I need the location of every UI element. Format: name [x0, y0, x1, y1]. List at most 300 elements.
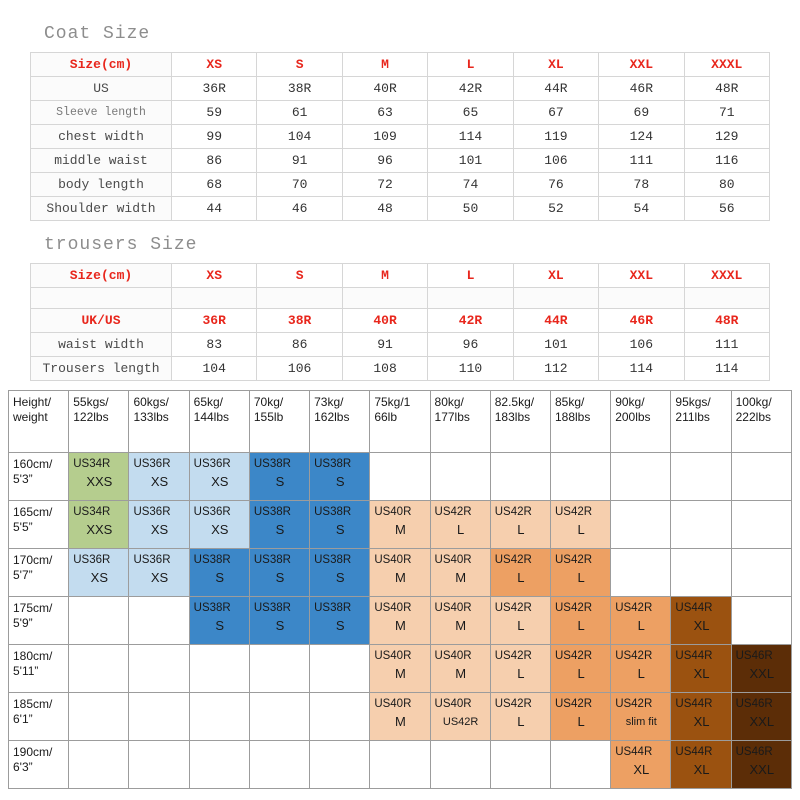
matrix-column-header: 75kg/1 66lb	[370, 391, 430, 453]
matrix-row-header: 170cm/ 5'7”	[9, 549, 69, 597]
coat-value-cell: 36R	[172, 77, 257, 101]
matrix-cell	[550, 645, 610, 693]
trousers-header-cell: M	[342, 264, 427, 288]
trousers-row-label: Trousers length	[31, 357, 172, 381]
matrix-cell	[490, 693, 550, 741]
matrix-cell-us-size: US38R	[253, 602, 291, 614]
matrix-cell-letter-size: S	[275, 618, 285, 633]
trousers-subheader-cell: 42R	[428, 309, 513, 333]
trousers-value-cell: 104	[172, 357, 257, 381]
matrix-cell-us-size: US42R	[434, 506, 472, 518]
matrix-cell-us-size: US44R	[675, 602, 713, 614]
trousers-blank-row	[31, 288, 770, 309]
coat-value-cell: 48	[342, 197, 427, 221]
matrix-row	[9, 741, 792, 789]
matrix-cell	[249, 693, 309, 741]
coat-value-cell: 78	[599, 173, 684, 197]
trousers-blank-cell	[342, 288, 427, 309]
coat-value-cell: 67	[513, 101, 598, 125]
matrix-cell-us-size: US42R	[494, 506, 532, 518]
matrix-cell-us-size: US42R	[615, 602, 653, 614]
matrix-cell	[611, 453, 671, 501]
matrix-cell-letter-size: L	[517, 522, 525, 537]
matrix-cell-letter-size: M	[455, 570, 467, 585]
coat-value-cell: 114	[428, 125, 513, 149]
trousers-subheader-cell: 48R	[684, 309, 769, 333]
matrix-row-header: 160cm/ 5'3”	[9, 453, 69, 501]
coat-row-label: middle waist	[31, 149, 172, 173]
table-row	[31, 77, 770, 101]
coat-value-cell: 63	[342, 101, 427, 125]
table-row	[31, 125, 770, 149]
trousers-value-cell: 91	[342, 333, 427, 357]
matrix-cell-letter-size: M	[455, 666, 467, 681]
matrix-cell-letter-size: XXL	[749, 714, 775, 729]
matrix-cell	[189, 597, 249, 645]
coat-value-cell: 129	[684, 125, 769, 149]
matrix-cell	[731, 741, 791, 789]
matrix-row	[9, 549, 792, 597]
matrix-cell	[430, 645, 490, 693]
matrix-cell	[69, 501, 129, 549]
coat-header-cell: S	[257, 53, 342, 77]
coat-header-row	[31, 53, 770, 77]
matrix-cell-us-size: US36R	[133, 506, 171, 518]
coat-value-cell: 61	[257, 101, 342, 125]
matrix-cell-letter-size: L	[637, 618, 645, 633]
matrix-cell-letter-size: L	[457, 522, 465, 537]
coat-value-cell: 46	[257, 197, 342, 221]
matrix-cell-us-size: US42R	[494, 554, 532, 566]
matrix-cell-letter-size: S	[275, 570, 285, 585]
trousers-blank-cell	[172, 288, 257, 309]
matrix-cell-us-size: US42R	[615, 650, 653, 662]
matrix-cell	[611, 597, 671, 645]
trousers-header-cell: XS	[172, 264, 257, 288]
matrix-cell	[189, 549, 249, 597]
matrix-cell-us-size: US42R	[554, 506, 593, 518]
matrix-column-header: 60kgs/ 133lbs	[129, 391, 189, 453]
matrix-cell-us-size: US42R	[615, 698, 653, 710]
matrix-cell	[310, 693, 370, 741]
coat-value-cell: 52	[513, 197, 598, 221]
matrix-cell-us-size: US40R	[374, 698, 412, 710]
matrix-cell	[490, 501, 550, 549]
matrix-cell-letter-size: XL	[693, 714, 710, 729]
matrix-cell	[69, 645, 129, 693]
matrix-cell-us-size: US40R	[374, 602, 412, 614]
matrix-cell-us-size: US40R	[434, 554, 472, 566]
matrix-cell	[671, 501, 731, 549]
matrix-cell	[310, 741, 370, 789]
matrix-cell-letter-size: M	[395, 714, 406, 729]
matrix-cell-letter-size: XL	[693, 666, 710, 681]
matrix-cell-us-size: US42R	[554, 650, 593, 662]
trousers-blank-cell	[599, 288, 684, 309]
matrix-cell-letter-size: XS	[211, 522, 229, 537]
matrix-cell	[550, 693, 610, 741]
trousers-value-cell: 101	[513, 333, 598, 357]
matrix-row-header: 185cm/ 6'1”	[9, 693, 69, 741]
trousers-value-cell: 86	[257, 333, 342, 357]
matrix-cell	[129, 741, 189, 789]
trousers-row-label: waist width	[31, 333, 172, 357]
matrix-cell-letter-size: L	[637, 666, 645, 681]
matrix-cell	[611, 741, 671, 789]
matrix-cell-us-size: US34R	[73, 506, 111, 518]
matrix-cell-us-size: US38R	[253, 554, 291, 566]
matrix-column-header: 82.5kg/ 183lbs	[490, 391, 550, 453]
trousers-value-cell: 96	[428, 333, 513, 357]
matrix-cell	[370, 549, 430, 597]
matrix-cell-letter-size: M	[395, 522, 406, 537]
trousers-header-cell: XXL	[599, 264, 684, 288]
matrix-row-header: 175cm/ 5'9”	[9, 597, 69, 645]
matrix-cell	[430, 597, 490, 645]
matrix-cell-us-size: US40R	[434, 602, 472, 614]
matrix-cell-letter-size: slim fit	[625, 716, 657, 728]
trousers-subheader-row	[31, 309, 770, 333]
matrix-cell-letter-size: S	[215, 618, 225, 633]
trousers-header-cell: S	[257, 264, 342, 288]
matrix-cell-letter-size: S	[275, 522, 285, 537]
matrix-cell-letter-size: L	[517, 618, 525, 633]
matrix-cell	[129, 453, 189, 501]
trousers-value-cell: 114	[599, 357, 684, 381]
matrix-cell	[611, 549, 671, 597]
trousers-subheader-label: UK/US	[31, 309, 172, 333]
matrix-cell-letter-size: M	[395, 618, 406, 633]
coat-size-table	[30, 52, 770, 221]
matrix-cell-us-size: US38R	[314, 602, 352, 614]
matrix-cell	[550, 453, 610, 501]
matrix-cell	[731, 645, 791, 693]
trousers-subheader-cell: 36R	[172, 309, 257, 333]
matrix-cell	[490, 597, 550, 645]
matrix-cell	[69, 453, 129, 501]
coat-row-label: chest width	[31, 125, 172, 149]
matrix-cell-letter-size: XL	[693, 762, 710, 777]
matrix-column-header: 100kg/ 222lbs	[731, 391, 791, 453]
matrix-cell-letter-size: S	[335, 570, 345, 585]
trousers-header-cell: L	[428, 264, 513, 288]
matrix-cell	[310, 501, 370, 549]
coat-value-cell: 116	[684, 149, 769, 173]
matrix-cell	[490, 741, 550, 789]
matrix-cell-us-size: US38R	[314, 458, 352, 470]
matrix-cell	[310, 645, 370, 693]
matrix-cell-letter-size: XXL	[749, 666, 775, 681]
matrix-cell-us-size: US40R	[434, 650, 472, 662]
coat-value-cell: 106	[513, 149, 598, 173]
matrix-cell-us-size: US40R	[374, 554, 412, 566]
coat-value-cell: 65	[428, 101, 513, 125]
coat-row-label: Shoulder width	[31, 197, 172, 221]
matrix-cell-letter-size: L	[517, 666, 525, 681]
matrix-body	[9, 391, 792, 789]
table-row	[31, 101, 770, 125]
matrix-cell-us-size: US38R	[314, 506, 352, 518]
coat-value-cell: 70	[257, 173, 342, 197]
matrix-column-header: 73kg/ 162lbs	[310, 391, 370, 453]
trousers-value-cell: 83	[172, 333, 257, 357]
coat-header-cell: L	[428, 53, 513, 77]
coat-value-cell: 44	[172, 197, 257, 221]
matrix-cell	[490, 645, 550, 693]
matrix-cell	[249, 453, 309, 501]
matrix-cell	[671, 597, 731, 645]
coat-value-cell: 99	[172, 125, 257, 149]
matrix-cell	[430, 549, 490, 597]
matrix-cell-letter-size: XXL	[749, 762, 775, 777]
matrix-cell	[671, 645, 731, 693]
matrix-column-header: 95kgs/ 211lbs	[671, 391, 731, 453]
matrix-row	[9, 693, 792, 741]
trousers-header-cell: XXXL	[684, 264, 769, 288]
matrix-row	[9, 501, 792, 549]
coat-value-cell: 96	[342, 149, 427, 173]
matrix-cell-letter-size: XXS	[86, 474, 113, 489]
matrix-cell-us-size: US38R	[253, 458, 291, 470]
matrix-cell-us-size: US44R	[675, 698, 713, 710]
coat-header-cell: XXL	[599, 53, 684, 77]
matrix-cell	[189, 693, 249, 741]
matrix-cell-us-size: US46R	[735, 746, 773, 758]
matrix-row-header: 190cm/ 6'3”	[9, 741, 69, 789]
matrix-cell	[249, 549, 309, 597]
matrix-cell-letter-size: L	[517, 714, 525, 729]
matrix-cell	[370, 501, 430, 549]
matrix-cell-letter-size: XS	[150, 474, 169, 489]
coat-value-cell: 40R	[342, 77, 427, 101]
matrix-cell-letter-size: L	[577, 522, 585, 537]
matrix-cell	[550, 501, 610, 549]
matrix-cell-letter-size: XS	[90, 570, 108, 585]
matrix-cell-us-size: US42R	[494, 650, 532, 662]
matrix-column-header: 85kg/ 188lbs	[550, 391, 610, 453]
coat-value-cell: 71	[684, 101, 769, 125]
matrix-cell-us-size: US46R	[735, 698, 773, 710]
coat-row-label: Sleeve length	[31, 101, 172, 125]
matrix-cell	[189, 741, 249, 789]
matrix-cell-us-size: US40R	[434, 698, 472, 710]
matrix-cell-us-size: US38R	[193, 554, 231, 566]
table-row	[31, 357, 770, 381]
matrix-cell-us-size: US36R	[193, 458, 231, 470]
matrix-cell	[189, 501, 249, 549]
trousers-blank-cell	[513, 288, 598, 309]
matrix-cell-us-size: US44R	[675, 746, 713, 758]
matrix-cell-letter-size: M	[455, 618, 467, 633]
matrix-cell-us-size: US44R	[675, 650, 713, 662]
matrix-cell-us-size: US38R	[193, 602, 231, 614]
matrix-cell	[731, 453, 791, 501]
trousers-subheader-cell: 46R	[599, 309, 684, 333]
matrix-cell-letter-size: XL	[693, 618, 710, 633]
matrix-cell-letter-size: XS	[150, 522, 169, 537]
matrix-cell	[731, 501, 791, 549]
coat-value-cell: 46R	[599, 77, 684, 101]
matrix-cell-us-size: US42R	[554, 698, 593, 710]
matrix-cell	[490, 453, 550, 501]
coat-value-cell: 74	[428, 173, 513, 197]
trousers-value-cell: 111	[684, 333, 769, 357]
matrix-cell-us-size: US42R	[554, 602, 593, 614]
height-weight-matrix	[8, 390, 792, 789]
coat-value-cell: 86	[172, 149, 257, 173]
coat-value-cell: 91	[257, 149, 342, 173]
trousers-subheader-cell: 44R	[513, 309, 598, 333]
coat-value-cell: 80	[684, 173, 769, 197]
matrix-cell-us-size: US40R	[374, 650, 412, 662]
coat-section-title: Coat Size	[44, 24, 151, 44]
matrix-cell-us-size: US36R	[73, 554, 111, 566]
matrix-cell	[69, 597, 129, 645]
coat-value-cell: 44R	[513, 77, 598, 101]
matrix-cell-letter-size: XXS	[86, 522, 113, 537]
matrix-row-header: 165cm/ 5'5”	[9, 501, 69, 549]
matrix-cell	[731, 693, 791, 741]
coat-row-label: US	[31, 77, 172, 101]
matrix-cell	[129, 693, 189, 741]
matrix-column-header: 90kg/ 200lbs	[611, 391, 671, 453]
matrix-cell	[430, 693, 490, 741]
matrix-cell-letter-size: S	[215, 570, 225, 585]
matrix-cell-us-size: US34R	[73, 458, 111, 470]
matrix-cell	[550, 597, 610, 645]
matrix-cell-us-size: US36R	[193, 506, 231, 518]
matrix-cell	[189, 645, 249, 693]
trousers-value-cell: 110	[428, 357, 513, 381]
matrix-cell	[370, 597, 430, 645]
matrix-cell-us-size: US38R	[253, 506, 291, 518]
matrix-cell-letter-size: US42R	[442, 716, 479, 728]
table-row	[31, 173, 770, 197]
matrix-cell	[671, 693, 731, 741]
matrix-cell	[611, 693, 671, 741]
trousers-header-cell: XL	[513, 264, 598, 288]
table-row	[31, 197, 770, 221]
matrix-cell-us-size: US42R	[494, 602, 532, 614]
trousers-header-label: Size(cm)	[31, 264, 172, 288]
trousers-value-cell: 106	[599, 333, 684, 357]
matrix-cell-letter-size: XS	[211, 474, 229, 489]
matrix-cell	[69, 549, 129, 597]
coat-value-cell: 59	[172, 101, 257, 125]
coat-header-cell: XS	[172, 53, 257, 77]
matrix-cell	[671, 741, 731, 789]
matrix-cell-us-size: US42R	[494, 698, 532, 710]
matrix-row	[9, 645, 792, 693]
matrix-cell-letter-size: XL	[633, 762, 650, 777]
coat-value-cell: 68	[172, 173, 257, 197]
coat-header-cell: XL	[513, 53, 598, 77]
trousers-subheader-cell: 38R	[257, 309, 342, 333]
matrix-header-row	[9, 391, 792, 453]
matrix-cell-letter-size: S	[335, 618, 345, 633]
trousers-value-cell: 106	[257, 357, 342, 381]
matrix-row	[9, 453, 792, 501]
matrix-cell	[189, 453, 249, 501]
coat-value-cell: 101	[428, 149, 513, 173]
matrix-cell	[611, 645, 671, 693]
matrix-cell	[671, 549, 731, 597]
matrix-column-header: 70kg/ 155lb	[249, 391, 309, 453]
matrix-cell-us-size: US38R	[314, 554, 352, 566]
matrix-cell	[129, 501, 189, 549]
matrix-cell	[490, 549, 550, 597]
matrix-column-header: 55kgs/ 122lbs	[69, 391, 129, 453]
matrix-cell	[370, 645, 430, 693]
matrix-cell	[129, 549, 189, 597]
matrix-cell	[550, 741, 610, 789]
matrix-cell	[129, 645, 189, 693]
coat-value-cell: 54	[599, 197, 684, 221]
matrix-cell	[69, 741, 129, 789]
coat-value-cell: 38R	[257, 77, 342, 101]
matrix-cell-letter-size: L	[577, 618, 585, 633]
matrix-cell-letter-size: L	[577, 666, 585, 681]
matrix-column-header: 80kg/ 177lbs	[430, 391, 490, 453]
trousers-blank-cell	[257, 288, 342, 309]
matrix-cell	[370, 741, 430, 789]
coat-value-cell: 42R	[428, 77, 513, 101]
matrix-cell-letter-size: S	[335, 522, 345, 537]
coat-header-cell: XXXL	[684, 53, 769, 77]
coat-value-cell: 104	[257, 125, 342, 149]
matrix-cell-letter-size: L	[517, 570, 525, 585]
matrix-cell	[611, 501, 671, 549]
matrix-cell	[249, 597, 309, 645]
matrix-cell	[370, 453, 430, 501]
matrix-cell	[370, 693, 430, 741]
matrix-cell	[249, 741, 309, 789]
matrix-column-header: 65kg/ 144lbs	[189, 391, 249, 453]
matrix-cell-letter-size: L	[577, 714, 585, 729]
matrix-cell	[310, 453, 370, 501]
matrix-cell-letter-size: M	[395, 666, 406, 681]
trousers-blank-cell	[684, 288, 769, 309]
coat-value-cell: 50	[428, 197, 513, 221]
matrix-cell	[249, 501, 309, 549]
coat-value-cell: 69	[599, 101, 684, 125]
trousers-value-cell: 108	[342, 357, 427, 381]
matrix-corner-label: Height/ weight	[9, 391, 69, 453]
matrix-cell-us-size: US46R	[735, 650, 773, 662]
matrix-row-header: 180cm/ 5'11”	[9, 645, 69, 693]
matrix-cell-letter-size: XS	[150, 570, 169, 585]
matrix-cell	[310, 597, 370, 645]
matrix-cell-us-size: US36R	[133, 554, 171, 566]
trousers-blank-cell	[428, 288, 513, 309]
coat-value-cell: 124	[599, 125, 684, 149]
trousers-size-table	[30, 263, 770, 381]
coat-row-label: body length	[31, 173, 172, 197]
matrix-row	[9, 597, 792, 645]
matrix-cell	[671, 453, 731, 501]
coat-value-cell: 56	[684, 197, 769, 221]
coat-value-cell: 76	[513, 173, 598, 197]
matrix-cell	[731, 549, 791, 597]
matrix-cell	[69, 693, 129, 741]
matrix-cell	[731, 597, 791, 645]
trousers-section-title: trousers Size	[44, 235, 198, 255]
matrix-cell	[550, 549, 610, 597]
coat-value-cell: 48R	[684, 77, 769, 101]
matrix-cell-letter-size: M	[395, 570, 406, 585]
trousers-header-row	[31, 264, 770, 288]
matrix-cell	[249, 645, 309, 693]
